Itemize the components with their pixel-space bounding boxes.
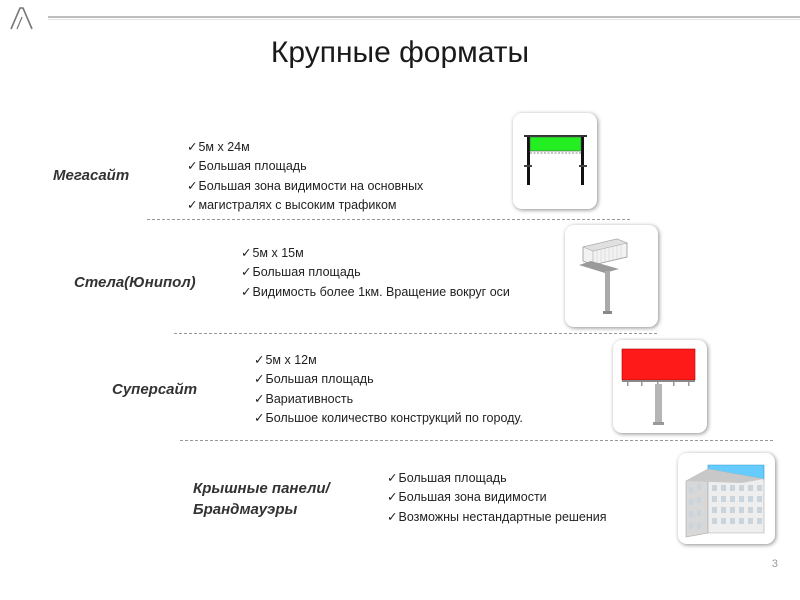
format-name-line: Брандмауэры: [193, 501, 298, 518]
format-name-unipole: Стела(Юнипол): [74, 274, 196, 291]
bullet-item: ✓ 5м х 15м: [241, 244, 510, 263]
megasite-panel: [530, 137, 581, 151]
format-name-line: Крышные панели/: [193, 480, 330, 497]
unipole-billboard-icon: [565, 225, 658, 327]
bullet-item: ✓ Большая площадь: [187, 157, 423, 176]
format-name-megasite: Мегасайт: [53, 167, 130, 184]
bullet-item: ✓ Вариативность: [254, 390, 523, 409]
header-rule: [48, 16, 800, 18]
building-roof-panel-icon: [678, 453, 775, 544]
bullet-item: ✓ Большое количество конструкций по городу.: [254, 409, 523, 428]
separator: [174, 333, 657, 334]
format-name-roof-panels: [193, 478, 330, 520]
bullet-item: ✓ магистралях с высоким трафиком: [187, 196, 423, 215]
supersite-panel: [622, 349, 695, 380]
bullet-item: ✓ Большая зона видимости на основных: [187, 177, 423, 196]
format-bullets-unipole: [241, 244, 510, 302]
bullet-item: ✓ Большая площадь: [241, 263, 510, 282]
bullet-item: ✓ Видимость более 1км. Вращение вокруг оси: [241, 283, 510, 302]
logo-icon: [9, 6, 35, 30]
supersite-image: [613, 340, 707, 433]
format-bullets-supersite: [254, 351, 523, 428]
format-name-supersite: Суперсайт: [112, 381, 198, 398]
format-bullets-megasite: [187, 138, 423, 215]
bullet-item: ✓ 5м х 24м: [187, 138, 423, 157]
supersite-billboard-icon: [613, 340, 707, 433]
slide-title: Крупные форматы: [270, 36, 530, 69]
megasite-image: [513, 113, 597, 209]
page-number: 3: [771, 558, 778, 570]
format-bullets-roof-panels: [387, 469, 607, 527]
bullet-item: ✓ Большая зона видимости: [387, 488, 607, 507]
unipole-image: [565, 225, 658, 327]
separator: [180, 440, 773, 441]
bullet-item: ✓ Большая площадь: [387, 469, 607, 488]
header-rule-shadow: [48, 19, 800, 20]
bullet-item: ✓ Возможны нестандартные решения: [387, 508, 607, 527]
bullet-item: ✓ 5м х 12м: [254, 351, 523, 370]
separator: [147, 219, 630, 220]
bullet-item: ✓ Большая площадь: [254, 370, 523, 389]
roof-panels-image: [678, 453, 775, 544]
megasite-billboard-icon: [513, 113, 597, 209]
